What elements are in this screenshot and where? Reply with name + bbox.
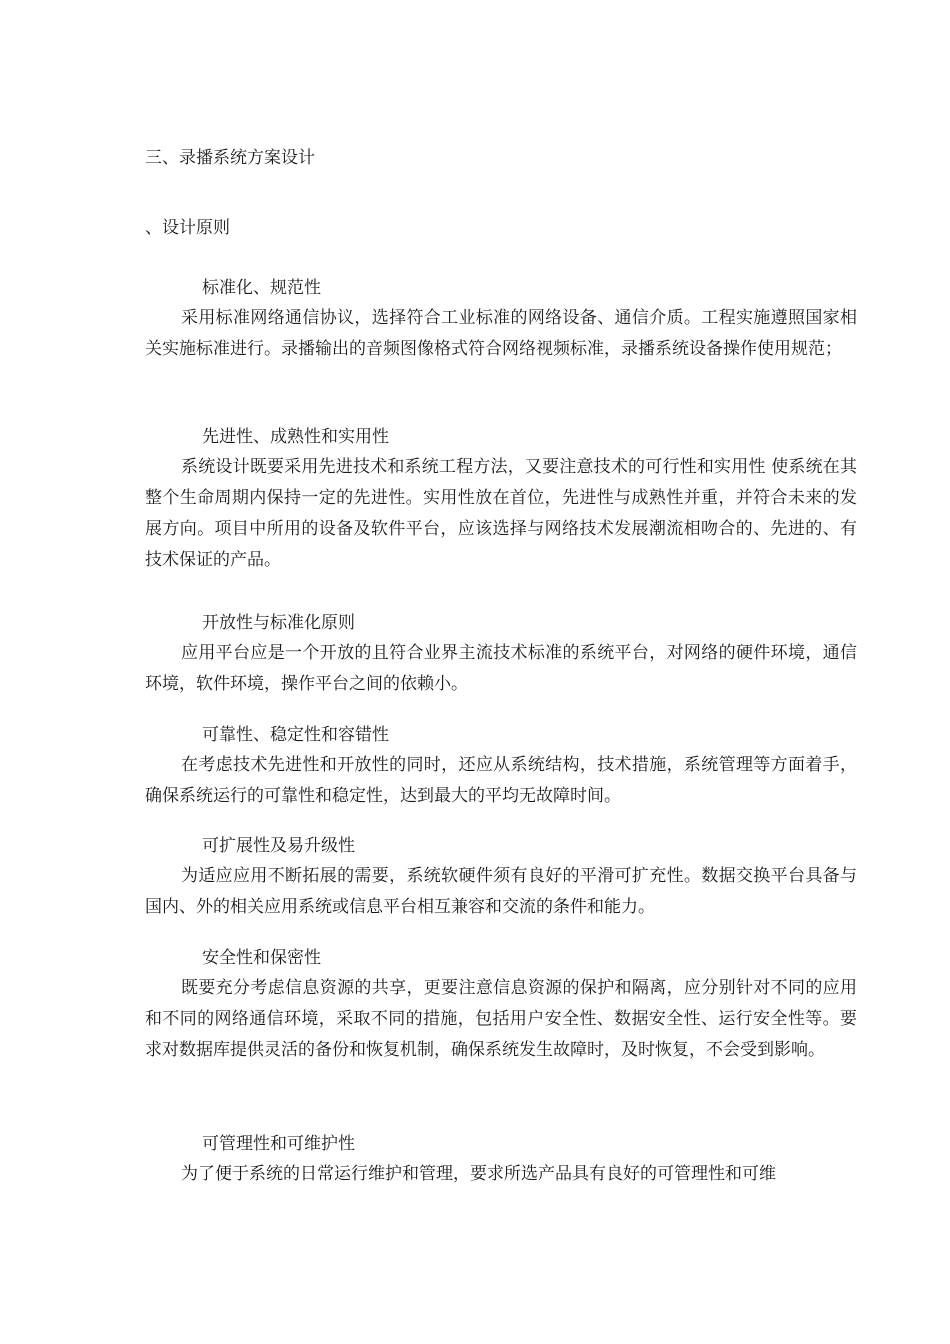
principle-body: 应用平台应是一个开放的且符合业界主流技术标准的系统平台，对网络的硬件环境，通信环境，软件环境，操作平台之间的依赖小。 <box>145 643 857 694</box>
section-heading: 三、录播系统方案设计 <box>145 148 315 168</box>
principle-scalability <box>145 831 857 923</box>
principle-title: 开放性与标准化原则 <box>202 613 355 633</box>
principle-body: 采用标准网络通信协议，选择符合工业标准的网络设备、通信介质。工程实施遵照国家相关实施标准进行。录播输出的音频图像格式符合网络视频标准，录播系统设备操作使用规范； <box>145 308 857 359</box>
principle-title: 可管理性和可维护性 <box>202 1134 355 1154</box>
principle-reliability <box>145 720 857 812</box>
principle-body: 既要充分考虑信息资源的共享，更要注意信息资源的保护和隔离，应分别针对不同的应用和不同的网络通信环境，采取不同的措施，包括用户安全性、数据安全性、运行安全性等。要求对数据库提供灵活的备份和恢复机制，确保系统发生故障时，及时恢复，不会受到影响。 <box>145 978 857 1060</box>
principle-manageability <box>145 1129 857 1190</box>
principle-title: 安全性和保密性 <box>202 948 321 968</box>
principle-security <box>145 943 857 1066</box>
principle-title: 先进性、成熟性和实用性 <box>202 427 389 447</box>
principle-body: 系统设计既要采用先进技术和系统工程方法，又要注意技术的可行性和实用性 使系统在其整个生命周期内保持一定的先进性。实用性放在首位，先进性与成熟性并重，并符合未来的发展方向。项目中所用的设备及软件平台，应该选择与网络技术发展潮流相吻合的、先进的、有技术保证的产品。 <box>145 457 857 570</box>
principle-body: 为适应应用不断拓展的需要，系统软硬件须有良好的平滑可扩充性。数据交换平台具备与国内、外的相关应用系统或信息平台相互兼容和交流的条件和能力。 <box>145 866 857 917</box>
principle-title: 标准化、规范性 <box>202 278 321 298</box>
principle-standardization <box>145 273 857 365</box>
subsection-heading: 、设计原则 <box>145 218 230 238</box>
principle-openness <box>145 608 857 700</box>
principle-title: 可靠性、稳定性和容错性 <box>202 725 389 745</box>
principle-advanced <box>145 422 857 576</box>
principle-body: 为了便于系统的日常运行维护和管理，要求所选产品具有良好的可管理性和可维 <box>181 1164 776 1184</box>
principle-title: 可扩展性及易升级性 <box>202 836 355 856</box>
principle-body: 在考虑技术先进性和开放性的同时，还应从系统结构，技术措施，系统管理等方面着手，确保系统运行的可靠性和稳定性，达到最大的平均无故障时间。 <box>145 755 857 806</box>
